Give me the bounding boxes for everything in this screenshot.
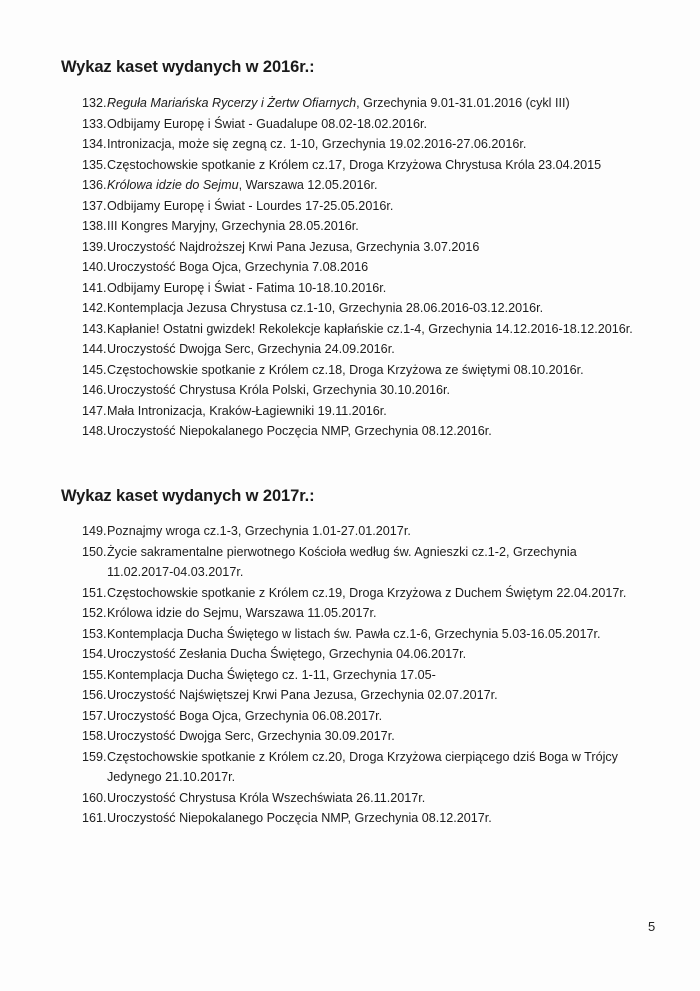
item-text: Uroczystość Najdroższej Krwi Pana Jezusa, Grzechynia 3.07.2016 (107, 239, 480, 254)
list-item (82, 93, 672, 114)
item-number: 149. (82, 524, 107, 538)
list-item (82, 644, 672, 665)
item-number: 141. (82, 280, 107, 295)
list-item (82, 685, 672, 706)
list-item (82, 196, 672, 217)
item-text: Uroczystość Boga Ojca, Grzechynia 06.08.2017r. (107, 708, 383, 723)
list-item (82, 624, 672, 645)
list-item (82, 603, 672, 624)
item-text: Uroczystość Boga Ojca, Grzechynia 7.08.2016 (107, 260, 369, 274)
item-number: 153. (82, 626, 107, 641)
item-text: , Warszawa 12.05.2016r. (238, 178, 378, 192)
list-item (82, 747, 672, 788)
item-text: Uroczystość Niepokalanego Poczęcia NMP, Grzechynia 08.12.2017r. (107, 811, 492, 825)
list-item (82, 339, 672, 360)
item-title: Królowa idzie do Sejmu (107, 178, 239, 192)
item-number: 142. (82, 301, 107, 315)
section-heading-2016: Wykaz kaset wydanych w 2016r.: (61, 58, 315, 76)
list-item (82, 360, 672, 381)
item-text: Poznajmy wroga cz.1-3, Grzechynia 1.01-27.01.2017r. (107, 524, 411, 538)
list-item (82, 175, 672, 196)
item-text: Kontemplacja Ducha Świętego cz. 1-11, Grzechynia 17.05- (107, 667, 436, 682)
item-number: 138. (82, 219, 107, 233)
item-number: 158. (82, 729, 107, 743)
item-text: Uroczystość Najświętszej Krwi Pana Jezusa, Grzechynia 02.07.2017r. (107, 688, 498, 702)
item-text: Uroczystość Chrystusa Króla Polski, Grzechynia 30.10.2016r. (107, 383, 450, 397)
item-text: Odbijamy Europę i Świat - Lourdes 17-25.05.2016r. (107, 198, 394, 213)
item-text: Odbijamy Europę i Świat - Fatima 10-18.10.2016r. (107, 280, 387, 295)
item-text: Uroczystość Dwojga Serc, Grzechynia 24.09.2016r. (107, 342, 395, 356)
item-number: 136. (82, 178, 107, 192)
item-title: Reguła Mariańska Rycerzy i Żertw Ofiarnych (107, 96, 357, 110)
item-text: Częstochowskie spotkanie z Królem cz.20, Droga Krzyżowa cierpiącego dziś Boga w Trójcy (107, 749, 618, 764)
list-item (82, 319, 672, 340)
item-number: 151. (82, 585, 107, 600)
item-number: 160. (82, 790, 107, 805)
item-number: 152. (82, 606, 107, 620)
list-item (82, 134, 672, 155)
item-number: 135. (82, 157, 107, 172)
item-number: 145. (82, 362, 107, 377)
item-text: Kapłanie! Ostatni gwizdek! Rekolekcje kapłańskie cz.1-4, Grzechynia 14.12.2016-18.12.2016r. (107, 321, 633, 336)
list-item (82, 808, 672, 829)
item-text: Częstochowskie spotkanie z Królem cz.17, Droga Krzyżowa Chrystusa Króla 23.04.2015 (107, 157, 602, 172)
item-number: 147. (82, 403, 107, 418)
item-text-continuation: 11.02.2017-04.03.2017r. (107, 565, 244, 579)
list-item (82, 726, 672, 747)
list-item (82, 665, 672, 686)
item-text: III Kongres Maryjny, Grzechynia 28.05.2016r. (107, 219, 359, 233)
item-number: 144. (82, 342, 107, 356)
item-text: Mała Intronizacja, Kraków-Łagiewniki 19.11.2016r. (107, 403, 387, 418)
item-number: 161. (82, 811, 107, 825)
item-text: Królowa idzie do Sejmu, Warszawa 11.05.2017r. (107, 606, 377, 620)
list-item (82, 788, 672, 809)
list-item (82, 114, 672, 135)
item-text: Życie sakramentalne pierwotnego Kościoła według św. Agnieszki cz.1-2, Grzechynia (107, 544, 577, 559)
item-number: 140. (82, 260, 107, 274)
item-number: 132. (82, 96, 107, 110)
item-number: 139. (82, 239, 107, 254)
list-item (82, 155, 672, 176)
item-number: 155. (82, 667, 107, 682)
list-item (82, 257, 672, 278)
list-item (82, 380, 672, 401)
item-text: Uroczystość Chrystusa Króla Wszechświata 26.11.2017r. (107, 790, 426, 805)
item-number: 157. (82, 708, 107, 723)
item-text-continuation: Jedynego 21.10.2017r. (107, 770, 236, 784)
item-number: 137. (82, 198, 107, 213)
item-text: Uroczystość Niepokalanego Poczęcia NMP, Grzechynia 08.12.2016r. (107, 424, 492, 438)
cassette-list-2017 (82, 521, 672, 829)
item-number: 143. (82, 321, 107, 336)
list-item (82, 583, 672, 604)
section-heading-2017: Wykaz kaset wydanych w 2017r.: (61, 487, 315, 505)
item-number: 134. (82, 137, 107, 151)
item-text: Uroczystość Dwojga Serc, Grzechynia 30.09.2017r. (107, 729, 395, 743)
list-item (82, 706, 672, 727)
item-text: Odbijamy Europę i Świat - Guadalupe 08.02-18.02.2016r. (107, 116, 427, 131)
item-text: Intronizacja, może się zegną cz. 1-10, Grzechynia 19.02.2016-27.06.2016r. (107, 137, 527, 151)
item-number: 148. (82, 424, 107, 438)
item-number: 159. (82, 749, 107, 764)
item-number: 154. (82, 647, 107, 661)
page-number: 5 (648, 919, 656, 934)
item-text: Uroczystość Zesłania Ducha Świętego, Grzechynia 04.06.2017r. (107, 647, 467, 661)
list-item (82, 298, 672, 319)
item-number: 156. (82, 688, 107, 702)
list-item (82, 401, 672, 422)
list-item (82, 216, 672, 237)
item-number: 150. (82, 544, 107, 559)
item-text: Kontemplacja Jezusa Chrystusa cz.1-10, Grzechynia 28.06.2016-03.12.2016r. (107, 301, 544, 315)
list-item (82, 237, 672, 258)
item-number: 146. (82, 383, 107, 397)
list-item (82, 521, 672, 542)
item-text: Częstochowskie spotkanie z Królem cz.18, Droga Krzyżowa ze świętymi 08.10.2016r. (107, 362, 584, 377)
list-item (82, 542, 672, 583)
item-number: 133. (82, 116, 107, 131)
item-text: Częstochowskie spotkanie z Królem cz.19, Droga Krzyżowa z Duchem Świętym 22.04.2017r. (107, 585, 627, 600)
item-text: Kontemplacja Ducha Świętego w listach św. Pawła cz.1-6, Grzechynia 5.03-16.05.2017r. (107, 626, 601, 641)
list-item (82, 421, 672, 442)
item-text: , Grzechynia 9.01-31.01.2016 (cykl III) (356, 96, 570, 110)
list-item (82, 278, 672, 299)
cassette-list-2016 (82, 93, 672, 442)
